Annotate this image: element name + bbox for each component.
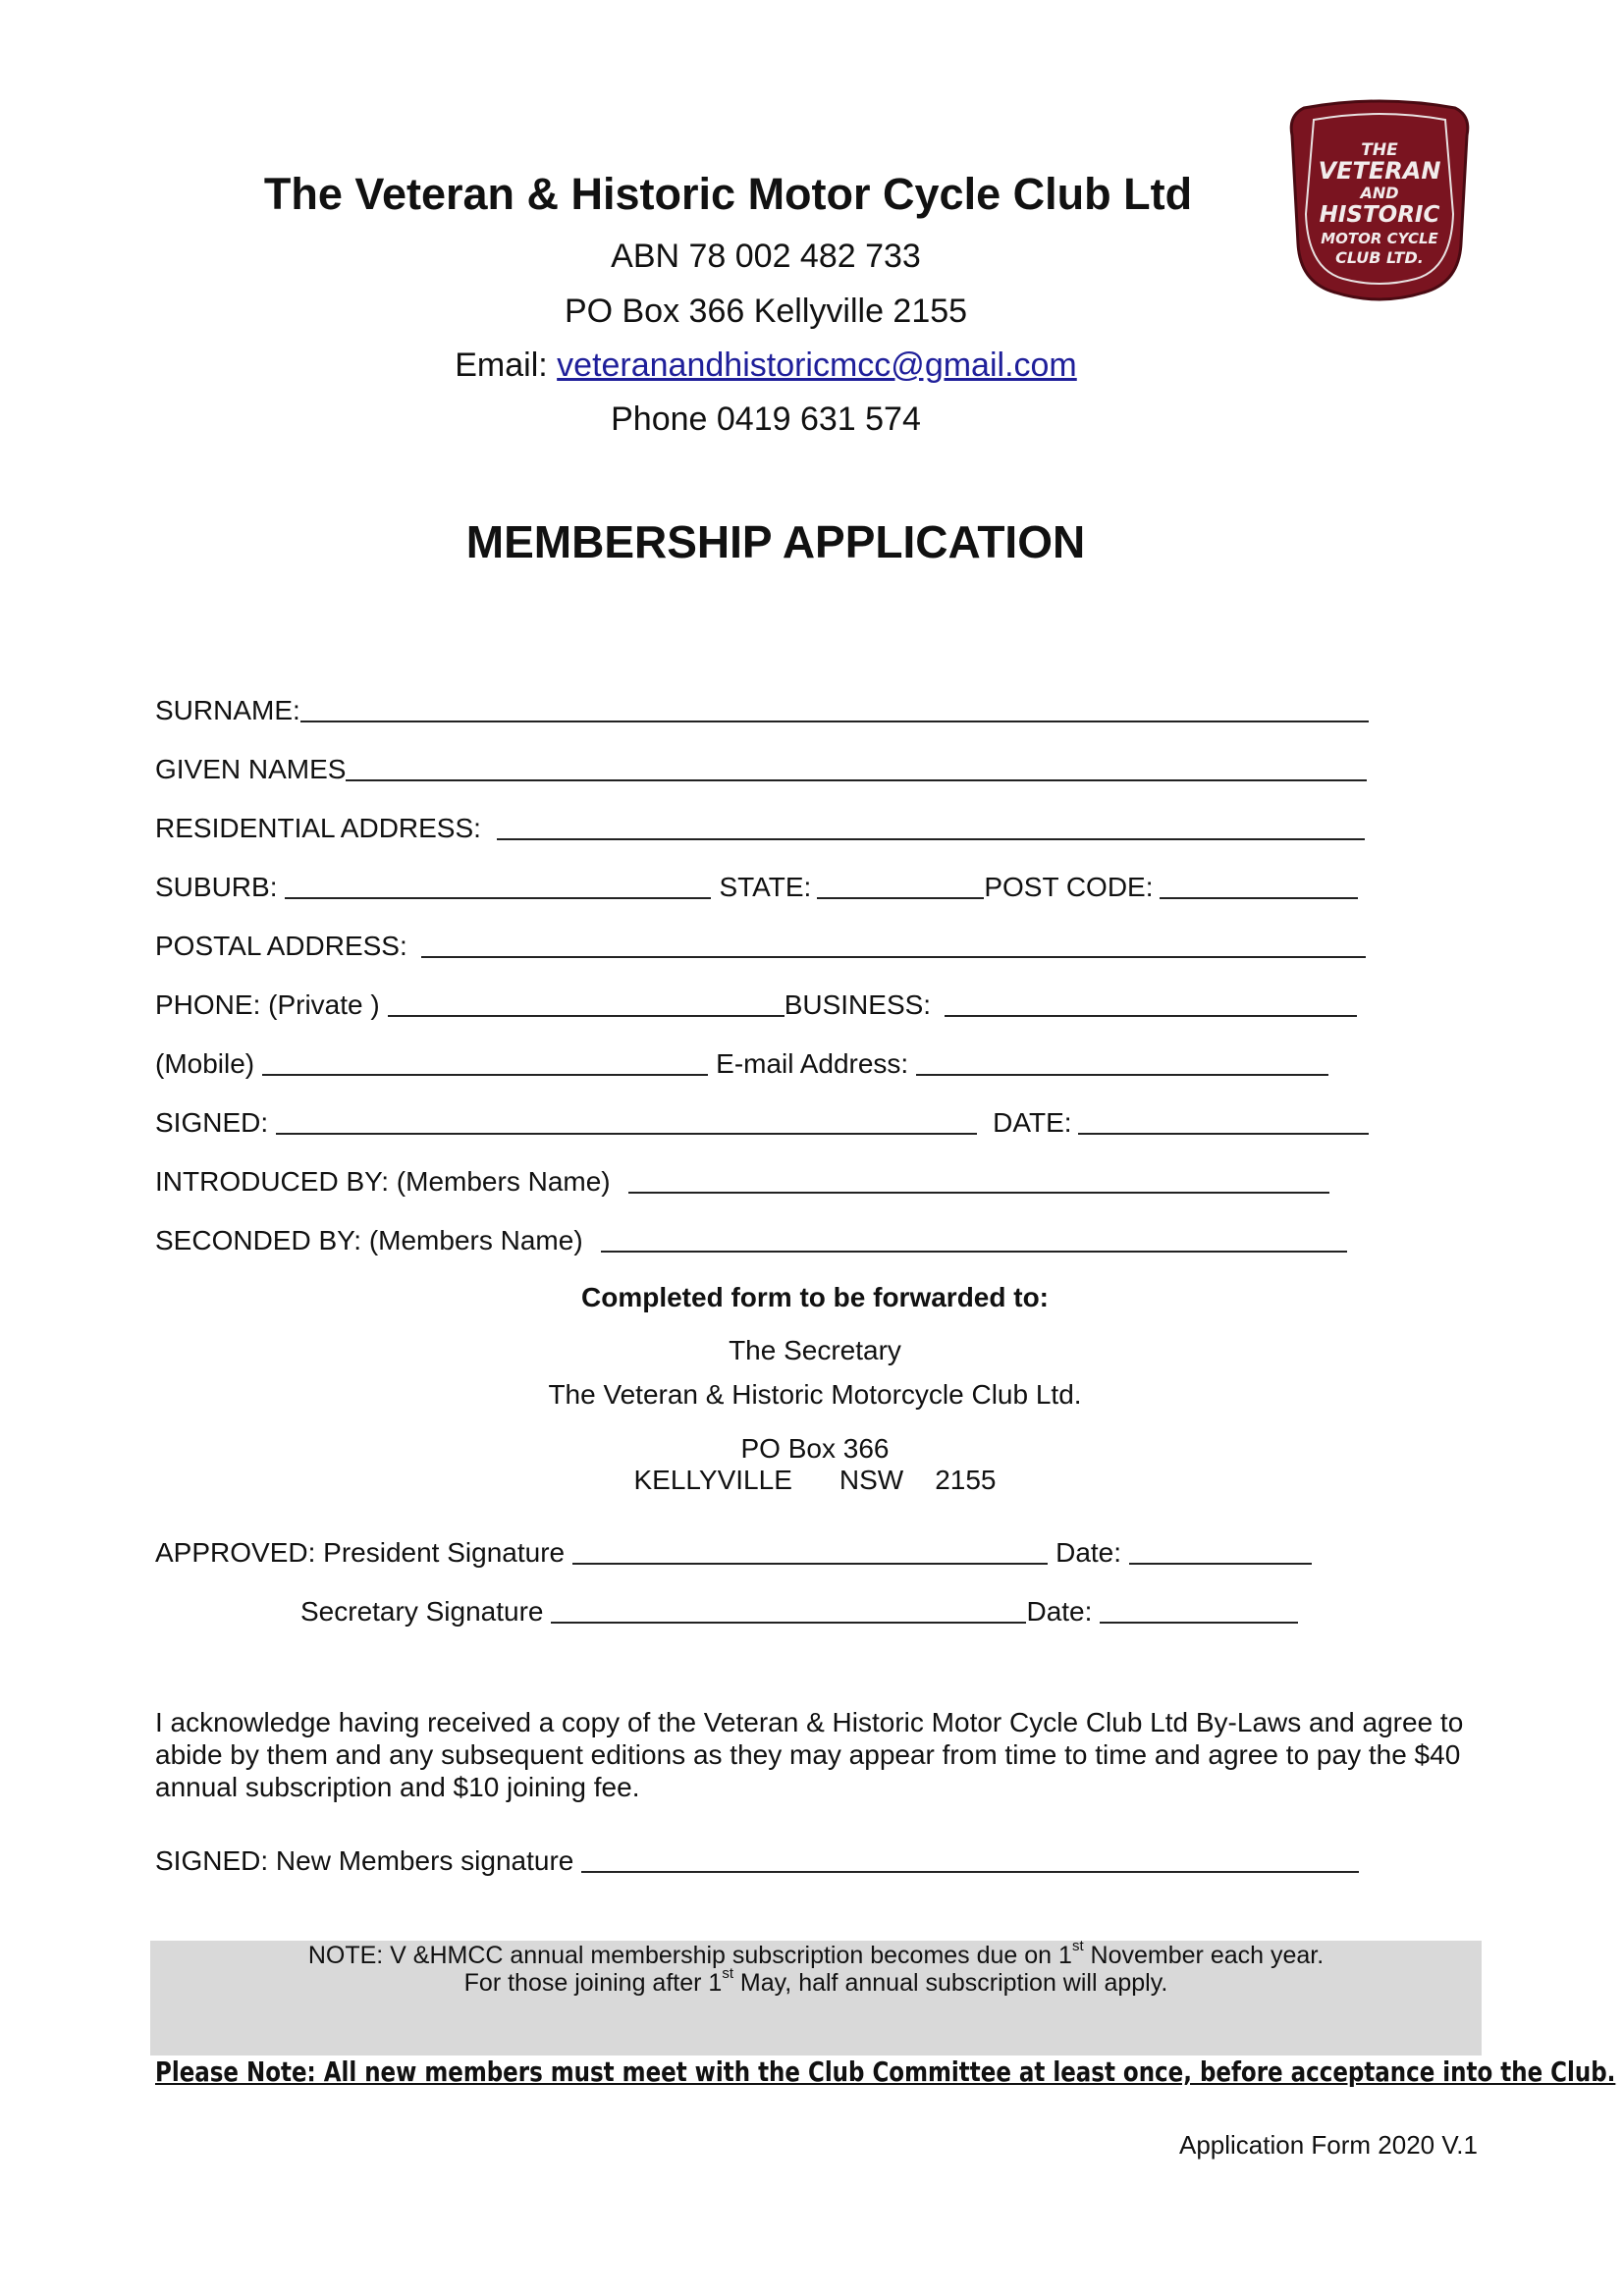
- introduced-by-row: [155, 1158, 1329, 1198]
- president-signature-line[interactable]: [572, 1535, 1048, 1565]
- president-date-line[interactable]: [1129, 1535, 1312, 1565]
- new-member-signature-line[interactable]: [581, 1843, 1359, 1873]
- signed-row: [155, 1099, 1369, 1139]
- logo-text-club: CLUB LTD.: [1335, 248, 1424, 267]
- given-names-row: [155, 746, 1367, 785]
- postal-address-label: POSTAL ADDRESS:: [155, 931, 407, 961]
- state-input-line[interactable]: [817, 870, 984, 899]
- secretary-signature-label: Secretary Signature: [300, 1596, 544, 1627]
- mobile-label: (Mobile): [155, 1048, 255, 1079]
- president-signature-label: APPROVED: President Signature: [155, 1537, 566, 1568]
- abn-line: ABN 78 002 482 733: [611, 238, 921, 275]
- business-input-line[interactable]: [945, 988, 1357, 1017]
- given-names-input-line[interactable]: [346, 752, 1367, 781]
- residential-address-label: RESIDENTIAL ADDRESS:: [155, 813, 481, 843]
- note-line-2: [150, 1965, 1482, 1998]
- introduced-by-label: INTRODUCED BY: (Members Name): [155, 1166, 611, 1197]
- secretary-date-label: Date:: [1026, 1596, 1093, 1627]
- surname-input-line[interactable]: [300, 693, 1369, 722]
- acknowledgement-text: I acknowledge having received a copy of the Veteran & Historic Motor Cycle Club Ltd By-Laws and agree to abide by them and any subsequent editions as they may appear from time to time and agree to pay the $40 annual subscription and $10 joining fee.: [155, 1707, 1464, 1802]
- phone-private-label: PHONE: (Private ): [155, 989, 380, 1020]
- date-label: DATE:: [993, 1107, 1072, 1138]
- email-link[interactable]: veteranandhistoricmcc@gmail.com: [557, 347, 1077, 384]
- phone-private-input-line[interactable]: [388, 988, 784, 1017]
- form-version: Application Form 2020 V.1: [1178, 2130, 1478, 2160]
- forward-locality: [0, 1465, 1623, 1496]
- logo-text-veteran: VETERAN: [1318, 157, 1441, 185]
- secretary-signature-line[interactable]: [551, 1594, 1026, 1624]
- forward-po-box: PO Box 366: [740, 1433, 890, 1464]
- suburb-label: SUBURB:: [155, 872, 278, 902]
- surname-row: [155, 687, 1369, 726]
- note-line-2-text-end: May, half annual subscription will apply.: [732, 1969, 1168, 1997]
- surname-label: SURNAME:: [155, 695, 300, 725]
- forward-heading: Completed form to be forwarded to:: [581, 1282, 1049, 1312]
- state-label: STATE:: [719, 872, 812, 902]
- suburb-input-line[interactable]: [285, 870, 711, 899]
- email-line: [0, 347, 1532, 385]
- forward-postcode: 2155: [935, 1465, 997, 1495]
- note-line-2-sup: st: [722, 1965, 733, 1982]
- club-logo-badge: [1286, 96, 1473, 306]
- club-name-title: The Veteran & Historic Motor Cycle Club Ltd: [263, 169, 1193, 219]
- post-code-label: POST CODE:: [984, 872, 1154, 902]
- logo-text-and: AND: [1360, 184, 1399, 202]
- po-box-line: PO Box 366 Kellyville 2155: [564, 293, 968, 330]
- suburb-row: [155, 864, 1358, 903]
- secretary-approval-row: [300, 1588, 1298, 1628]
- mobile-input-line[interactable]: [262, 1046, 708, 1076]
- president-approval-row: [155, 1529, 1312, 1569]
- forward-recipient: The Secretary: [729, 1335, 901, 1365]
- seconded-by-label: SECONDED BY: (Members Name): [155, 1225, 583, 1255]
- logo-text-historic: HISTORIC: [1319, 202, 1440, 228]
- new-member-signed-row: [155, 1838, 1359, 1877]
- email-address-label: E-mail Address:: [716, 1048, 909, 1079]
- postal-address-input-line[interactable]: [421, 929, 1366, 958]
- signed-input-line[interactable]: [276, 1105, 977, 1135]
- postal-address-row: [155, 923, 1366, 962]
- forward-club-name: The Veteran & Historic Motorcycle Club Ltd.: [548, 1379, 1082, 1410]
- please-note-text: Please Note: All new members must meet with the Club Committee at least once, before acceptance into the Club.: [155, 2056, 1616, 2088]
- president-date-label: Date:: [1055, 1537, 1122, 1568]
- business-label: BUSINESS:: [784, 989, 932, 1020]
- note-line-1-text: NOTE: V &HMCC annual membership subscription becomes due on 1: [307, 1942, 1072, 1969]
- email-label: Email:: [455, 347, 558, 384]
- residential-address-row: [155, 805, 1365, 844]
- form-title: MEMBERSHIP APPLICATION: [465, 516, 1086, 567]
- given-names-label: GIVEN NAMES: [155, 754, 347, 784]
- residential-address-input-line[interactable]: [497, 811, 1365, 840]
- post-code-input-line[interactable]: [1160, 870, 1358, 899]
- signed-label: SIGNED:: [155, 1107, 269, 1138]
- note-line-1: [150, 1938, 1482, 1970]
- phone-row: [155, 982, 1357, 1021]
- new-member-signed-label: SIGNED: New Members signature: [155, 1845, 574, 1876]
- date-input-line[interactable]: [1078, 1105, 1369, 1135]
- mobile-row: [155, 1041, 1328, 1080]
- forward-state: NSW: [839, 1465, 904, 1495]
- email-address-input-line[interactable]: [916, 1046, 1328, 1076]
- introduced-by-input-line[interactable]: [628, 1164, 1329, 1194]
- note-line-2-text: For those joining after 1: [463, 1969, 723, 1997]
- seconded-by-input-line[interactable]: [601, 1223, 1347, 1253]
- note-line-1-text-end: November each year.: [1083, 1942, 1325, 1969]
- logo-text-the: THE: [1361, 140, 1398, 160]
- phone-line: Phone 0419 631 574: [611, 400, 921, 438]
- club-logo-svg: [1286, 96, 1473, 306]
- seconded-by-row: [155, 1217, 1347, 1256]
- logo-text-motorcycle: MOTOR CYCLE: [1321, 230, 1438, 247]
- forward-suburb: KELLYVILLE: [633, 1465, 792, 1495]
- secretary-date-line[interactable]: [1100, 1594, 1298, 1624]
- note-line-1-sup: st: [1071, 1938, 1084, 1954]
